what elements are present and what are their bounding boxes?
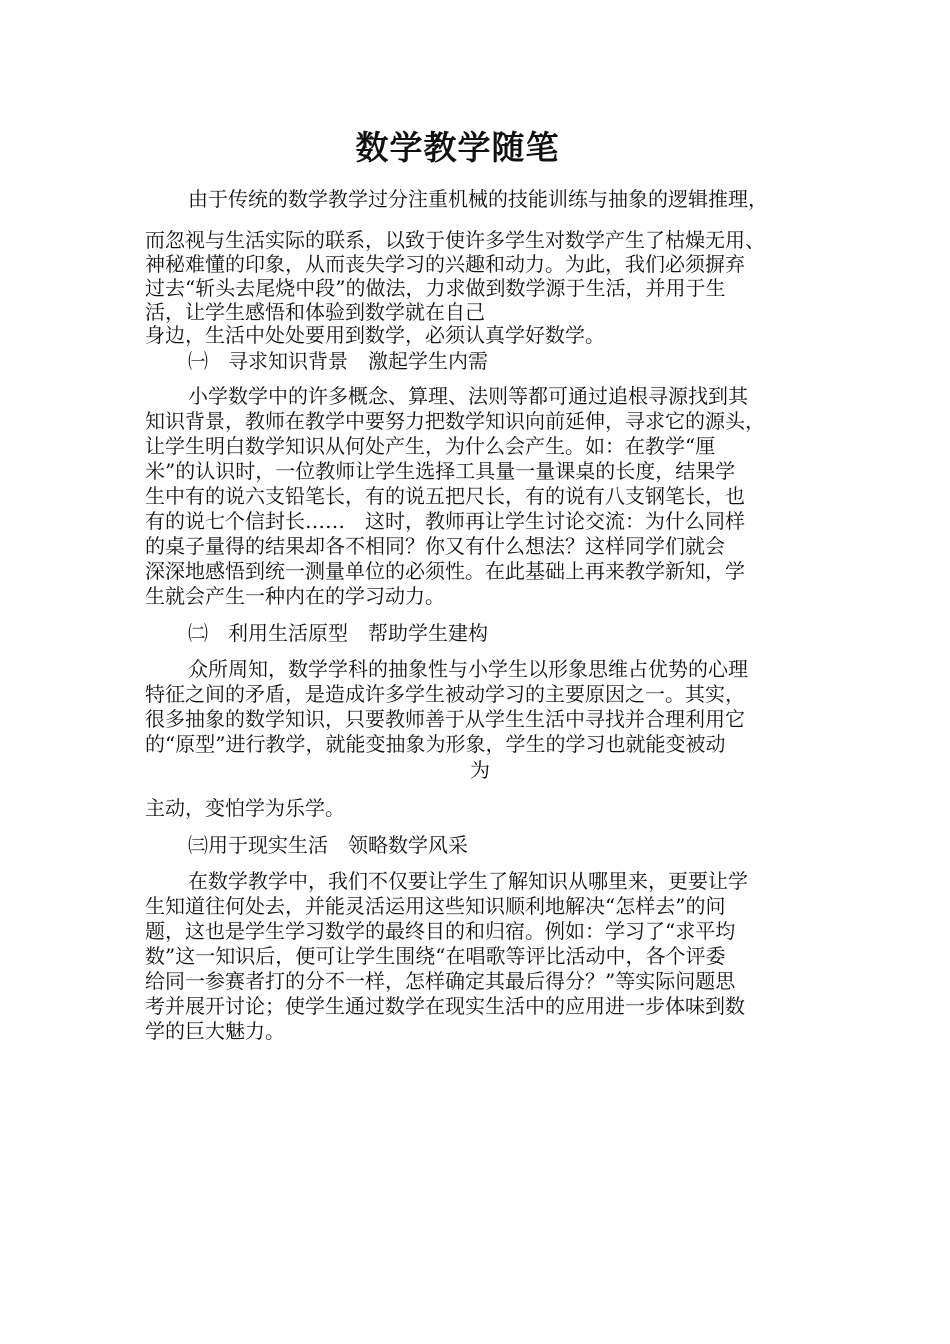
paragraph-line: 活，让学生感悟和体验到数学就在自己	[145, 300, 485, 324]
paragraph-line: 过去“斩头去尾烧中段”的做法，力求做到数学源于生活，并用于生	[145, 276, 726, 300]
section-heading-1: ㈠ 寻求知识背景 激起学生内需	[188, 349, 488, 373]
paragraph-line: 考并展开讨论；使学生通过数学在现实生活中的应用进一步体味到数	[145, 994, 745, 1018]
paragraph-line: 由于传统的数学教学过分注重机械的技能训练与抽象的逻辑推理，	[188, 187, 768, 211]
paragraph-line: 生中有的说六支铅笔长，有的说五把尺长，有的说有八支钢笔长，也	[145, 484, 745, 508]
paragraph-line: 让学生明白数学知识从何处产生，为什么会产生。如：在教学“厘	[145, 434, 716, 458]
paragraph-line: 神秘难懂的印象，从而丧失学习的兴趣和动力。为此，我们必须摒弃	[145, 252, 745, 276]
paragraph-line: 学的巨大魅力。	[145, 1019, 285, 1043]
paragraph-line: 数”这一知识后，便可让学生围绕“在唱歌等评比活动中，各个评委	[145, 944, 726, 968]
paragraph-line: 题，这也是学生学习数学的最终目的和归宿。例如：学习了“求平均	[145, 919, 736, 943]
paragraph-line: 身边，生活中处处要用到数学，必须认真学好数学。	[145, 323, 605, 347]
paragraph-line: 很多抽象的数学知识，只要教师善于从学生生活中寻找并合理利用它	[145, 707, 745, 731]
paragraph-line: 小学数学中的许多概念、算理、法则等都可通过追根寻源找到其	[188, 384, 748, 408]
paragraph-line: 给同一参赛者打的分不一样，怎样确定其最后得分？”等实际问题思	[145, 969, 736, 993]
paragraph-line: 生就会产生一种内在的学习动力。	[145, 584, 445, 608]
paragraph-line: 生知道往何处去，并能灵活运用这些知识顺利地解决“怎样去”的问	[145, 894, 726, 918]
paragraph-line: 知识背景，教师在教学中要努力把数学知识向前延伸，寻求它的源头，	[145, 409, 765, 433]
document-title: 数学教学随笔	[355, 128, 560, 167]
paragraph-line: 有的说七个信封长…… 这时，教师再让学生讨论交流：为什么同样	[145, 509, 745, 533]
paragraph-line: 的桌子量得的结果却各不相同？你又有什么想法？这样同学们就会	[145, 534, 725, 558]
paragraph-line: 特征之间的矛盾，是造成许多学生被动学习的主要原因之一。其实，	[145, 682, 745, 706]
paragraph-line: 的“原型”进行教学，就能变抽象为形象，学生的学习也就能变被动	[145, 732, 726, 756]
paragraph-line: 在数学教学中，我们不仅要让学生了解知识从哪里来，更要让学	[188, 869, 748, 893]
paragraph-line-wrap: 为	[470, 758, 490, 782]
paragraph-line: 深深地感悟到统一测量单位的必须性。在此基础上再来教学新知，学	[145, 559, 745, 583]
paragraph-line: 米”的认识时，一位教师让学生选择工具量一量课桌的长度，结果学	[145, 459, 736, 483]
section-heading-3: ㈢用于现实生活 领略数学风采	[188, 833, 468, 857]
paragraph-line: 主动，变怕学为乐学。	[145, 796, 345, 820]
section-heading-2: ㈡ 利用生活原型 帮助学生建构	[188, 621, 488, 645]
paragraph-line: 而忽视与生活实际的联系，以致于使许多学生对数学产生了枯燥无用、	[145, 228, 765, 252]
paragraph-line: 众所周知，数学学科的抽象性与小学生以形象思维占优势的心理	[188, 657, 748, 681]
